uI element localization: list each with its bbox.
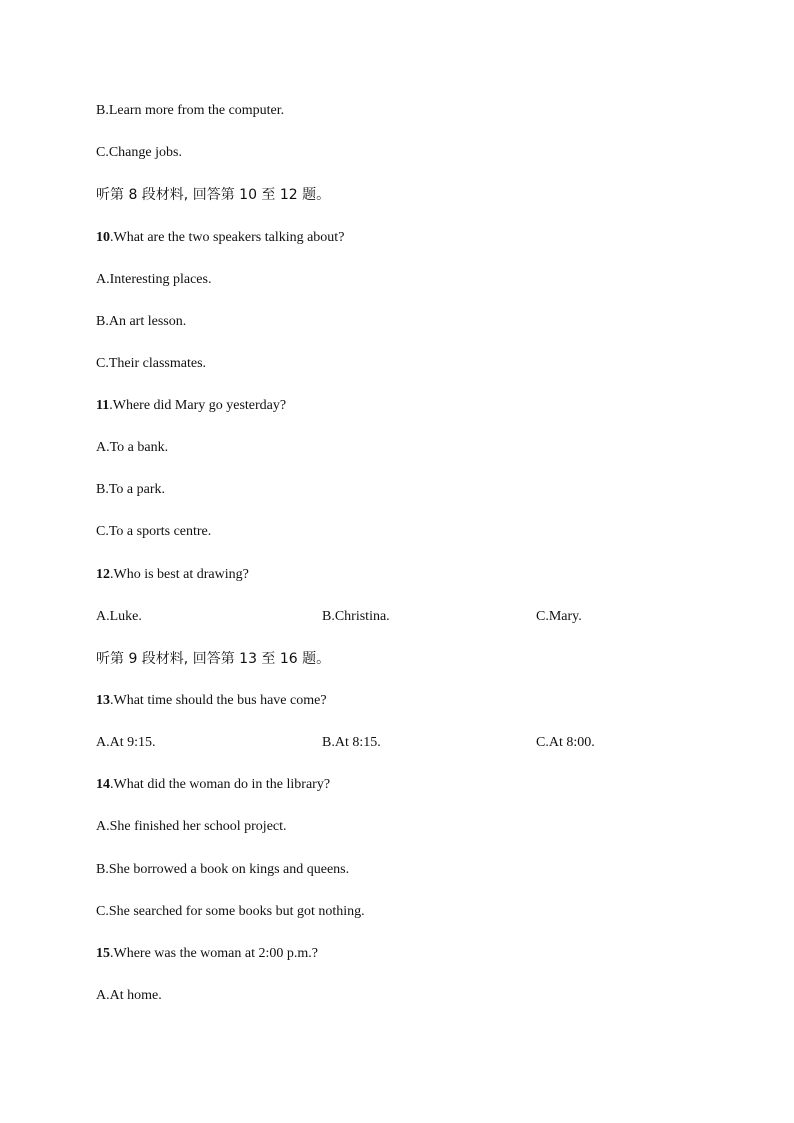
question-text: .What did the woman do in the library? — [110, 777, 331, 792]
q14-option-b: B.She borrowed a book on kings and queens. — [96, 862, 350, 877]
q11-option-c: C.To a sports centre. — [96, 524, 212, 539]
q12-option-b: B.Christina. — [322, 609, 390, 624]
question-number: 13 — [96, 693, 110, 708]
question-15 — [96, 945, 318, 963]
option-b-learn: B.Learn more from the computer. — [96, 103, 285, 118]
q13-option-c: C.At 8:00. — [536, 735, 595, 750]
question-number: 12 — [96, 567, 110, 582]
q13-option-a: A.At 9:15. — [96, 735, 156, 750]
section-heading-8: 听第 8 段材料, 回答第 10 至 12 题。 — [96, 187, 331, 203]
q15-option-a: A.At home. — [96, 988, 162, 1003]
question-number: 14 — [96, 777, 110, 792]
q13-option-b: B.At 8:15. — [322, 735, 381, 750]
option-c-change: C.Change jobs. — [96, 145, 182, 160]
question-14 — [96, 776, 330, 794]
question-10 — [96, 229, 344, 247]
section-heading-9: 听第 9 段材料, 回答第 13 至 16 题。 — [96, 651, 331, 667]
question-12 — [96, 566, 249, 584]
question-11 — [96, 397, 286, 415]
q11-option-b: B.To a park. — [96, 482, 166, 497]
q12-option-c: C.Mary. — [536, 609, 582, 624]
question-text: .Where was the woman at 2:00 p.m.? — [110, 946, 318, 961]
question-text: .What time should the bus have come? — [110, 693, 327, 708]
q12-option-a: A.Luke. — [96, 609, 142, 624]
q14-option-a: A.She finished her school project. — [96, 819, 287, 834]
q10-option-c: C.Their classmates. — [96, 356, 207, 371]
question-text: .What are the two speakers talking about? — [110, 230, 345, 245]
question-number: 10 — [96, 230, 110, 245]
question-number: 11 — [96, 398, 110, 413]
q11-option-a: A.To a bank. — [96, 440, 169, 455]
question-text: .Who is best at drawing? — [110, 567, 249, 582]
question-13 — [96, 692, 327, 710]
q10-option-b: B.An art lesson. — [96, 314, 187, 329]
question-text: .Where did Mary go yesterday? — [109, 398, 287, 413]
q14-option-c: C.She searched for some books but got nothing. — [96, 904, 365, 919]
q10-option-a: A.Interesting places. — [96, 272, 212, 287]
question-number: 15 — [96, 946, 110, 961]
